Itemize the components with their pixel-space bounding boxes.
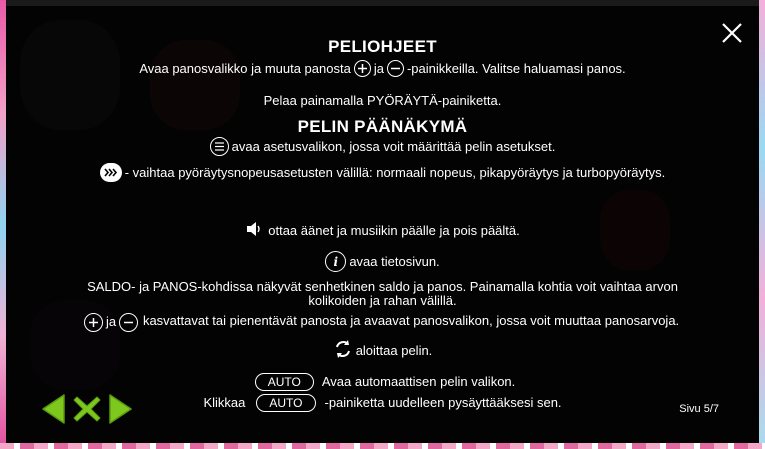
bet-instructions <box>6 60 759 77</box>
info-item-row <box>6 251 759 272</box>
plus-icon <box>84 313 103 332</box>
minus-icon <box>387 60 404 77</box>
click-text-after: -painiketta uudelleen pysäyttääksesi sen. <box>324 395 562 410</box>
menu-text: avaa asetusvalikon, jossa voit määrittää pelin asetukset. <box>231 138 556 154</box>
backdrop-edge-right <box>759 0 765 449</box>
auto-item-row <box>6 373 759 391</box>
page-indicator: Sivu 5/7 <box>679 403 719 415</box>
menu-icon <box>210 137 229 156</box>
auto-pill: AUTO <box>255 373 314 391</box>
page-title: PELIOHJEET <box>328 37 437 56</box>
sound-item-row <box>6 221 759 241</box>
plusminus-and: ja <box>105 314 117 329</box>
minus-icon <box>119 313 138 332</box>
speed-icon <box>100 163 122 182</box>
info-icon: i <box>325 251 346 272</box>
bet-text-after: -painikkeilla. Valitse haluamasi panos. <box>406 60 626 76</box>
speed-text: - vaihtaa pyöräytysnopeusasetusten välillä: normaali nopeus, pikapyöräytys ja turbopyöräytys. <box>124 164 666 180</box>
arrow-right-icon[interactable] <box>108 393 134 425</box>
spin-item-row <box>6 339 759 363</box>
x-icon[interactable] <box>72 394 102 424</box>
bet-text-before: Avaa panosvalikko ja muuta panosta <box>139 60 351 76</box>
help-content <box>6 36 759 412</box>
auto-text: Avaa automaattisen pelin valikon. <box>321 374 516 389</box>
auto-pill: AUTO <box>256 394 315 412</box>
menu-item-row <box>6 137 759 156</box>
plus-icon <box>354 60 371 77</box>
balance-text: SALDO- ja PANOS-kohdissa näkyvät senhetkinen saldo ja panos. Painamalla kohtia voit vaihtaa arvon kolikoiden ja rahan välillä. <box>87 279 678 308</box>
arrow-left-icon[interactable] <box>40 393 66 425</box>
bet-text-and: ja <box>373 60 384 76</box>
help-overlay <box>6 6 759 443</box>
speed-item-row <box>6 163 759 182</box>
info-text: avaa tietosivun. <box>349 253 440 269</box>
spin-icon-text: aloittaa pelin. <box>355 343 433 358</box>
section-title: PELIN PÄÄNÄKYMÄ <box>297 117 468 136</box>
plusminus-text: kasvattavat tai pienentävät panosta ja avaavat panosvalikon, jossa voit muuttaa panosarvoja. <box>142 313 680 328</box>
sound-text: ottaa äänet ja musiikin päälle ja pois päältä. <box>268 223 520 238</box>
plusminus-item-row <box>6 312 759 332</box>
click-text-before: Klikkaa <box>203 395 246 410</box>
page-navigation <box>40 393 134 425</box>
speaker-icon <box>245 221 265 241</box>
spin-icon <box>333 339 353 363</box>
backdrop-bottom-stripe <box>0 443 765 449</box>
spin-instructions: Pelaa painamalla PYÖRÄYTÄ-painiketta. <box>263 93 502 108</box>
